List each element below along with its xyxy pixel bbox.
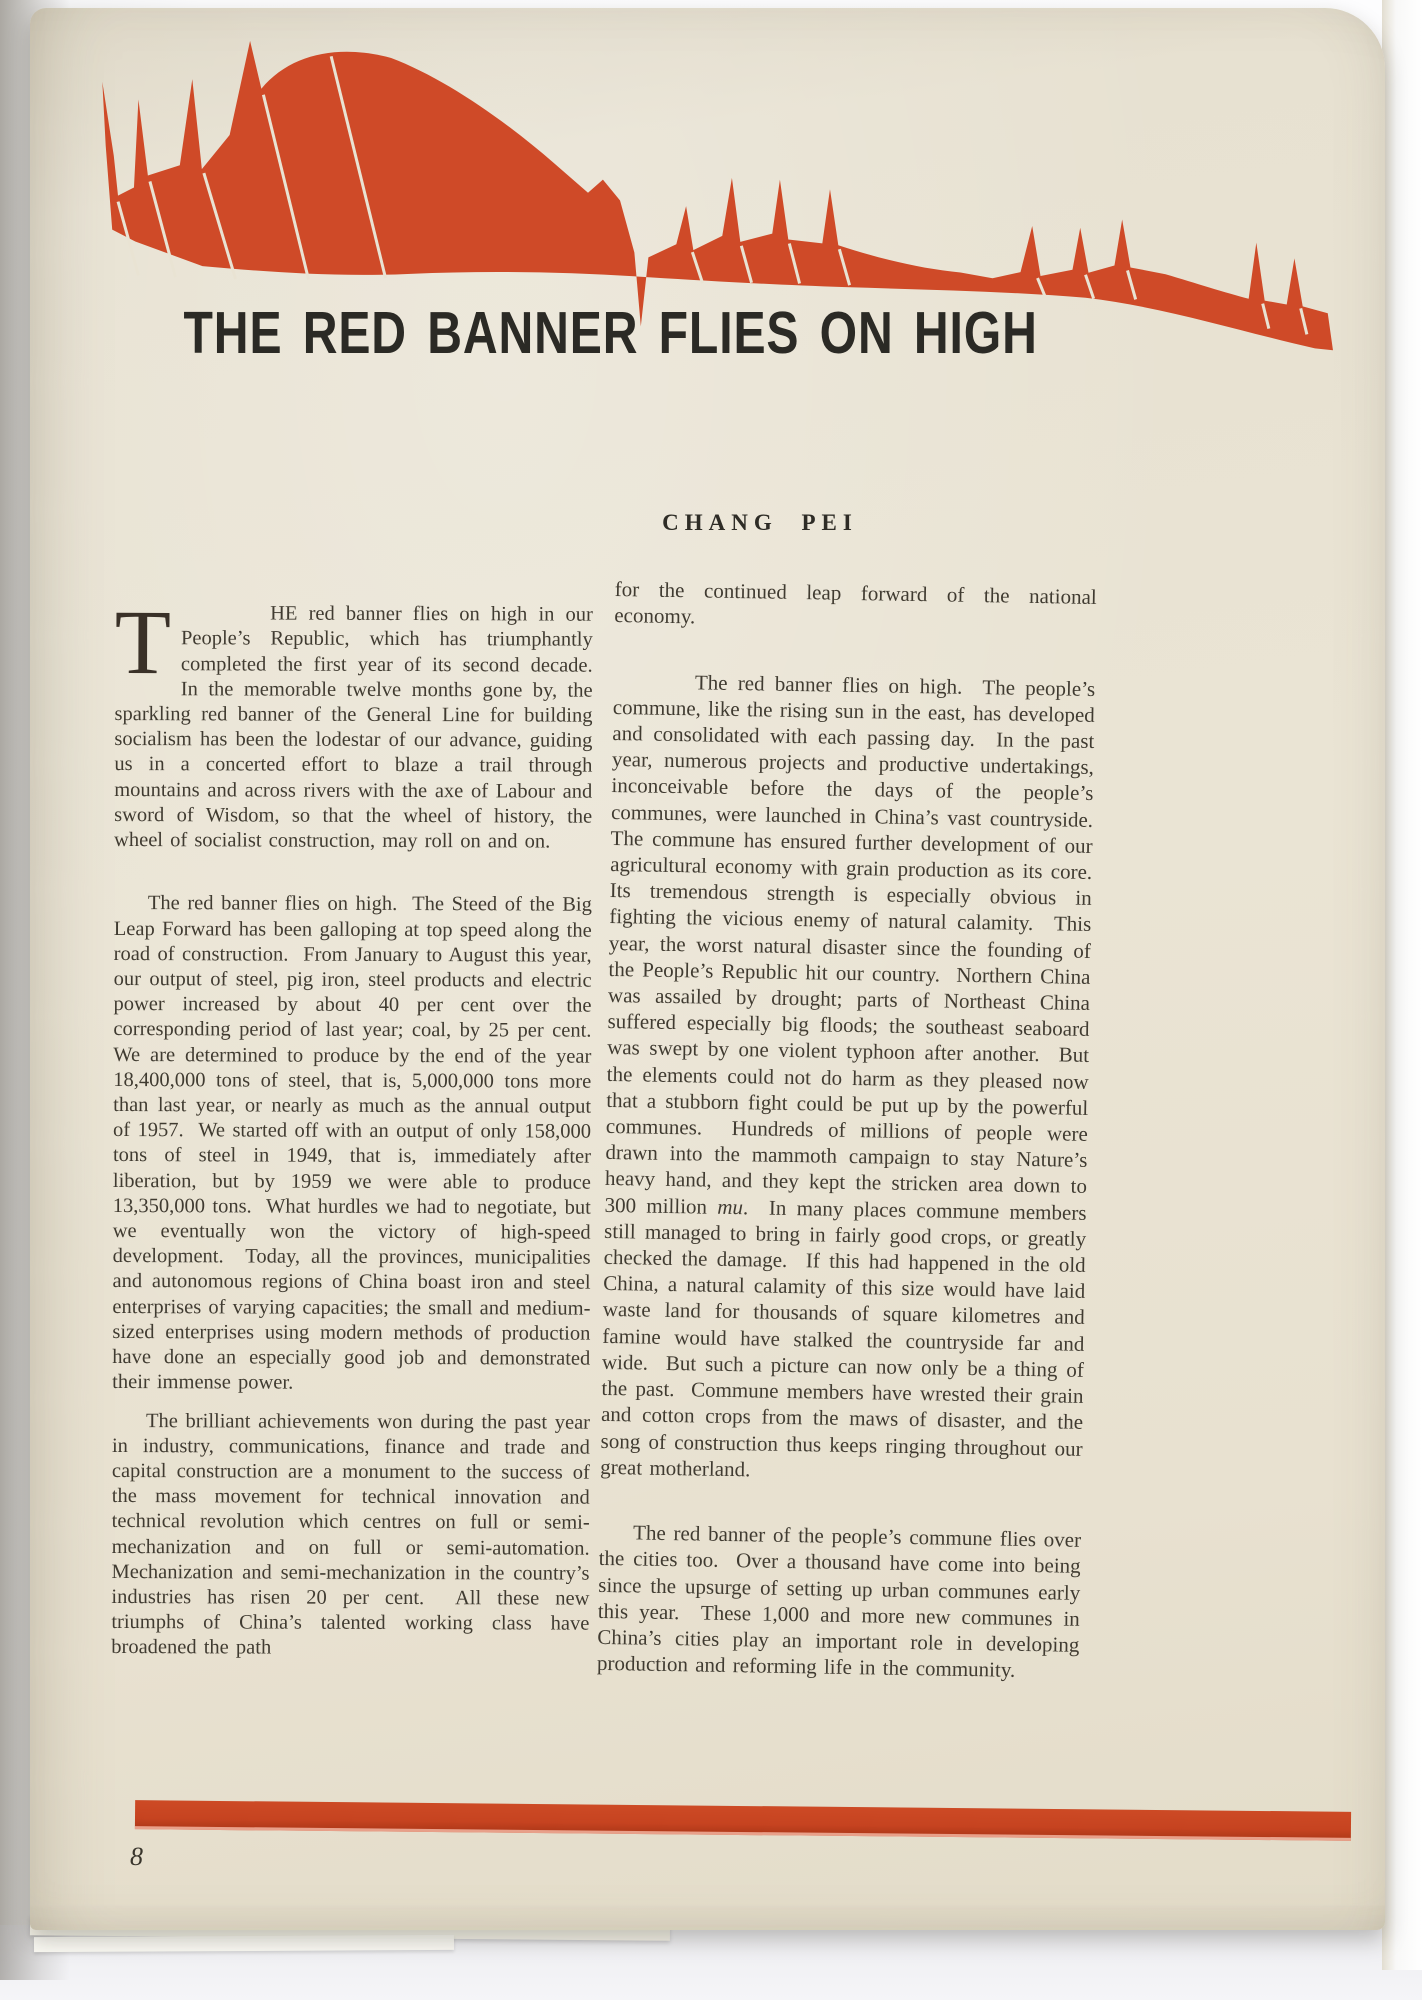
paragraph: The red banner flies on high. The Steed of the Big Leap Forward has been galloping at top speed along the road of construction. From January to August this year, our output of steel, pig iron, steel products and electric power increased by about 40 per cent over the corresponding period of last year; coal, by 25 per cent. We are determined to produce by the end of the year 18,400,000 tons of steel, that is, 5,000,000 tons more than last year, or nearly as much as the annual output of 1957. We started off with an output of only 158,000 tons of steel in 1949, that is, immediately after liberation, but by 1959 we were able to produce 13,350,000 tons. What hurdles we had to negotiate, but we eventually won the victory of high-speed development. Today, all the provinces, municipalities and autonomous regions of China boast iron and steel enterprises of varying capacities; the small and medium-sized enterprises using modern methods of production have done an especially good job and demonstrated their immense power. [112,892,606,1394]
footer-red-rule [135,1800,1351,1841]
article-body [111,576,1108,1689]
paragraph: The brilliant achievements won during the past year in industry, communications, finance and trade and capital construction are a monument to the success of the mass movement for technical innovation and technical revolution which centres on full or semi-mechanization and on full or semi-automation. Mechanization and semi-mechanization in the country’s industries has risen 20 per cent. All these new triumphs of China’s talented working class have broadened the path [111,1409,604,1659]
paragraph: The red banner of the people’s commune flies over the cities too. Over a thousand have come into being since the upsurge of setting up urban communes early this year. These 1,000 and more new communes in China’s cities play an important role in developing production and reforming life in the community. [596,1520,1089,1682]
article-title-text: THE RED BANNER FLIES ON HIGH [183,299,1038,366]
paragraph-text: . In many places commune members still managed to bring in fairly good crops, or greatly checked the damage. If this had happened in the old China, a natural calamity of this size would have laid waste land for thousands of square kilometres and famine would have stalked the countryside far and wide. But such a picture can now only be a thing of the past. Commune members have wrested their grain and cotton crops from the maws of disaster, and the song of construction thus keeps ringing throughout our great motherland. [600,1194,1094,1482]
article-byline: CHANG PEI [662,510,858,535]
page-number: 8 [130,1842,143,1871]
paragraph [114,576,607,880]
left-column [111,576,607,1691]
paragraph: for the continued leap forward of the national economy. [614,576,1105,629]
magazine-page [30,8,1385,1930]
paragraph [600,641,1108,1514]
paragraph-text: The red banner flies on high. The people’s commune, like the rising sun in the east, has developed and consolidated with each passing day. In the past year, numerous projects and productive undertakings, inconceivable before the days of the people’s communes, were launched in China’s vast countryside. The commune has ensured further development of our agricultural economy with grain production as its core. Its tremendous strength is especially obvious in fighting the vicious enemy of natural calamity. This year, the worst natural disaster since the founding of the People’s Republic hit our country. Northern China was assailed by drought; parts of Northeast China suffered especially big floods; the southeast seaboard was swept by one violent typhoon after another. But the elements could not do harm as they pleased now that a stubborn fight could be put up by the powerful communes. Hundreds of millions of people were drawn into the mammoth campaign to stay Nature’s heavy hand, and they kept the stricken area down to 300 million [604,669,1108,1219]
stacked-page-edge [34,1935,454,1952]
right-column [596,576,1108,1697]
italic-term-mu: mu [717,1194,744,1219]
article-title [114,300,1094,365]
next-page-edge [1382,0,1422,1970]
drop-cap: T [114,591,172,694]
paragraph-text: HE red banner flies on high in our People’s Republic, which has triumphantly completed the first year of its second decade. In the memorable twelve months gone by, the sparkling red banner of the General Line for building socialism has been the lodestar of our advance, guiding us in a concerted effort to blaze a trail through mountains and across rivers with the axe of Labour and sword of Wisdom, so that the wheel of history, the wheel of socialist construction, may roll on and on. [114,602,607,853]
